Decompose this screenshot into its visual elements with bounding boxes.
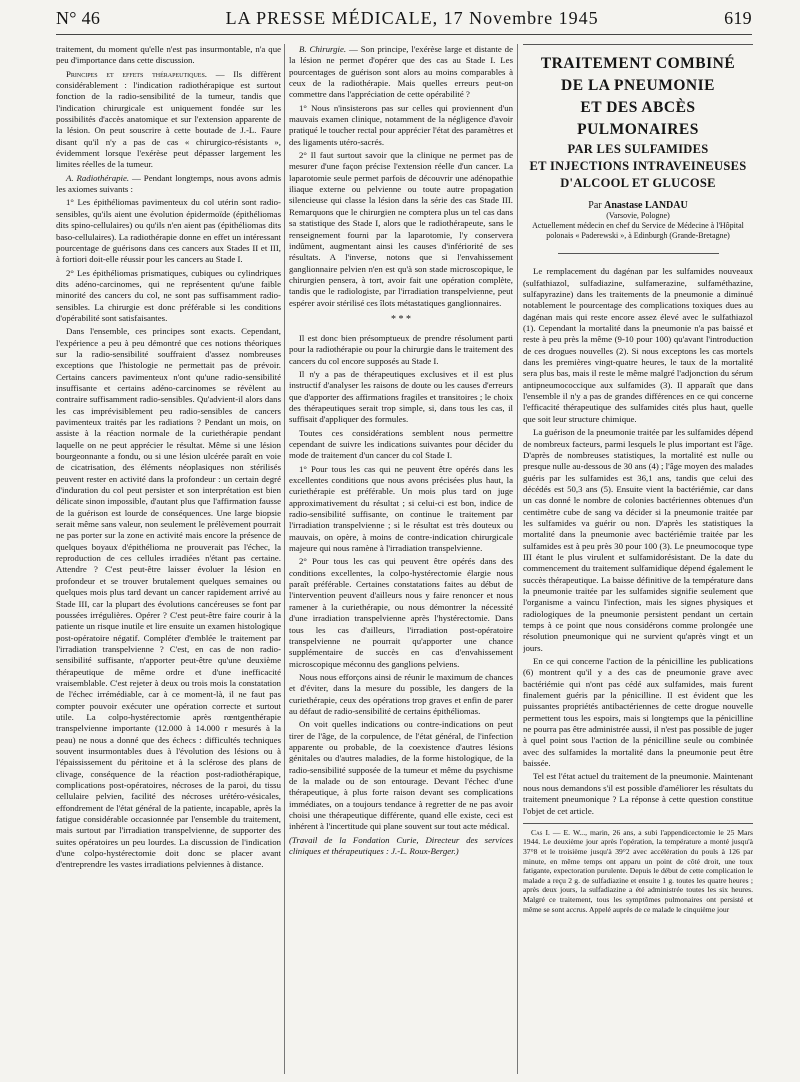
article-subtitle-line-1: PAR LES SULFAMIDES [567, 142, 709, 156]
section-heading-surgery: B. Chirurgie. [299, 44, 347, 54]
paragraph-intro-4: Tel est l'état actuel du traitement de la pneumonie. Maintenant nous nous demandons s'il est possible d'améliorer les résultats du traitement pneumonique ? La réponse à cette question constitue l'objet de cet article. [523, 771, 753, 816]
issue-number: N° 46 [56, 8, 101, 28]
column-right [523, 44, 753, 1074]
section-heading-principles: Principes et effets thérapeutiques. [66, 68, 208, 79]
paragraph-radiotherapy: A. Radiothérapie. — Pendant longtemps, nous avons admis les axiomes suivants : [56, 172, 281, 195]
paragraph-conclusion-2: Il n'y a pas de thérapeutiques exclusives et il est plus instructif d'analyser les raisons de doute ou les causes d'erreurs que d'apporter des affirmations fragiles et transitoires ; le choix des thérapeutiques serait trop simple, si, dans tous les cas, il suffisait d'appliquer des formules. [289, 368, 513, 425]
paragraph-surgery: B. Chirurgie. — Son principe, l'exérèse large et distante de la lésion ne permet d'opérer que des cas au Stade I. Les pourcentages de guérison sont alors au moins comparables à ceux de la radiothérapie. Mais quelles erreurs peut-on commettre dans l'appréciation de cette opérabilité ? [289, 44, 513, 100]
author-name: Anastase LANDAU [604, 200, 688, 211]
article-title-line-1: TRAITEMENT COMBINÉ [540, 55, 736, 72]
credit-line: (Travail de la Fondation Curie, Directeur des services cliniques et thérapeutiques : J.-L. Roux-Berger.) [289, 834, 513, 857]
paragraph-indication-2: 2° Pour tous les cas qui peuvent être opérés dans des conditions excellentes, la colpo-hystérectomie élargie nous paraît préférable. Certaines constatations faites au début de l'intervention peuvent d'ailleurs nous y faire renoncer et nous ramener à la curiethérapie, ou nous démontrer la nécessité d'une irradiation transpelvienne après l'hystérectomie. Dans tous les cas d'ailleurs, l'irradiation post-opératoire transpelvienne ne pourrait qu'apporter une chance supplémentaire de succès en cas d'envahissement microscopique méconnu des ganglions pelviens. [289, 556, 513, 669]
paragraph-surgery-1: 1° Nous n'insisterons pas sur celles qui proviennent d'un mauvais examen clinique, notamment de la négligence d'avoir pratiqué le toucher rectal pour apprécier l'état des paramètres et des ligaments utéro-sacrés. [289, 102, 513, 147]
paragraph-intro-1: Le remplacement du dagénan par les sulfamides nouveaux (sulfathiazol, sulfadiazine, sulfamerazine, sulfaméthazine, sulfapyrazine) dans les traitements de la pneumonie a diminué notablement le pourcentage des complications toxiques dues au dagénan mais qui reste encore assez élevé avec le sulfathiazol (1). Cependant la mortalité dans la pneumonie n'a pas baissé et reste à peu près la même (9-10 pour 100) qu'avant l'introduction de ces drogues nouvelles (2). Si nous exceptons les cas mortels dans les premières vingt-quatre heures, le taux de la mortalité sera plus bas, mais il reste le même malgré l'adjonction du sérum antipneumococcique aux sulfamides (3). Il apparaît que dans l'ensemble il n'y a pas de grandes différences en ce qui concerne l'efficacité thérapeutique des sulfamides cités plus haut, quelle que soit leur structure chimique. [523, 266, 753, 424]
case-paragraph: Cas I. — E. W..., marin, 26 ans, a subi l'appendicectomie le 25 Mars 1944. Le deuxième jour après l'opération, la température a monté jusqu'à 37°8 et le troisième jusqu'à 39°2 avec accélération du pouls à 126 par minute, en même temps ont apparu un point de côté droit, une toux fatigante, expectoration purulente. Depuis le début de cette complication le malade a reçu 2 g. de sulfadiazine et ensuite 1 g. toutes les quatre heures ; après deux jours, la sulfadiazine a été administrée toutes les six heures. Malgré ce traitement, tous les symptômes pulmonaires ont persisté et même se sont accrus. Appelé auprès de ce malade le cinquième jour [523, 827, 753, 914]
paragraph-intro-2: La guérison de la pneumonie traitée par les sulfamides dépend de nombreux facteurs, parmi lesquels le plus important est l'âge. D'après de nombreuses statistiques, la mortalité est nulle ou presque nulle au-dessous de 30 ans (4) ; l'âge moyen des malades guéris par les sulfamides est 36,1 ans, tandis que celui des décédés est 50,3 ans (5). Ensuite vient la bactériémie, car dans un cas donné le nombre de colonies bactériennes obtenues d'un centimètre cube de sang va décider si la pneumonie traitée par les sulfamides va guérir ou non. D'après les statistiques la mortalité dans la pneumonie avec bactériémie traitée par les sulfamides est à peu près 30 pour 100 (3). Le pneumocoque type III étant le plus virulent et sulfamidorésistant. De la date du commencement du traitement sulfamidique dépend également le succès thérapeutique. La baisse définitive de la température dans la pneumonie traitée par les sulfamides signifie seulement que l'organisme a vaincu l'infection, mais les signes physiques et radiologiques de la pneumonie persistent pendant un certain temps à ce point que nous considérons comme prolongée une résolution pneumonique qui ne survient qu'après vingt et un jours. [523, 427, 753, 653]
column-rule-right [517, 44, 518, 1074]
paragraph-indication-3: Nous nous efforçons ainsi de réunir le maximum de chances et d'éviter, dans la mesure du possible, les dangers de la curiethérapie, ceux des opérations trop graves et enfin de parer au défaut de radio-sensibilité de certains épithéliomas. [289, 671, 513, 716]
author-place: (Varsovie, Pologne) [606, 211, 670, 221]
paragraph-indication-4: On voit quelles indications ou contre-indications on peut tirer de l'âge, de la corpulence, de l'état général, de l'infection apparente ou probable, de la coexistence d'autres lésions génitales ou d'autres maladies, de la forme histologique, de la radio-sensibilité supposée de la tumeur et même du psychisme de la malade ou de son entourage. Devant l'échec d'une thérapeutique, à plus forte raison devant ses complications immédiates, on a toujours tendance à regretter de ne pas avoir choisi une thérapeutique différente, quand elle existe, ceci est inhérent à l'incertitude qui plane souvent sur tout acte médical. [289, 719, 513, 832]
article-subtitle-line-3: D'ALCOOL ET GLUCOSE [560, 176, 716, 190]
title-rule [558, 253, 719, 254]
paragraph-discussion: Dans l'ensemble, ces principes sont exacts. Cependant, l'expérience a peu à peu démontré que ces notions théoriques sur la radio-sensibilité souffraient d'assez nombreuses exceptions que l'histologie ne permettait pas de prévoir. Certains cancers pavimenteux n'ont qu'une radio-sensibilité insuffisante et certains adéno-carcinomes se révèlent au contraire suffisamment radio-sensibles. Qu'advient-il alors dans les cas imprévisiblement peu radio-sensibles de cancers pavimenteux traités par les radiations ? Pendant un mois, on assiste à la réaction normale de la curiethérapie pendant laquelle on ne peut apprécier le résultat. Même si une lésion bourgeonnante a fondu, ou si une lésion ulcérée paraît en voie de cicatrisation, des éléments néoplasiques non stérilisés peuvent rester en activité dans la profondeur : un certain degré d'induration du col peut persister et son interprétation est bien délicate sinon impossible, d'autant plus que l'affirmation fausse de la guérison est lourde de conséquences. Une large biopsie serait même sans valeur, non seulement le prélèvement pourrait ne pas porter sur la zone en activité mais encore la présence de quelques boyaux d'épithélioma ne prouverait pas l'échec, la reproduction de ces cellules irradiées n'étant pas certaine. Attendre ? C'est peut-être laisser évoluer la lésion en profondeur et se trouver brutalement quelques semaines ou quelques mois plus tard devant un cancer rapidement arrivé au Stade III, car la plupart des évolutions cancéreuses se font par poussées irrégulières. Opérer ? C'est peut-être faire courir à la patiente un risque inutile et lire ensuite un examen histologique post-opératoire négatif. Compléter d'emblée le traitement par l'irradiation transpelvienne ? C'est, en cas de non radio-sensibilité suffisante, n'apporter peut-être qu'une deuxième thérapeutique de même ordre et d'une inefficacité vraisemblable. C'est rejeter à deux ou trois mois la constatation de l'échec irrémédiable, car à ce moment-là, il ne faut pas compter pouvoir exécuter une opération correcte et surtout utile. La colpo-hystérectomie après rœntgenthérapie transpelvienne importante (12.000 à 14.000 r mesurés à la peau) ne nous a donné que des échecs : difficultés techniques souvent insurmontables dues à l'évolution des lésions ou à l'épaississement du péritoine et à la sclérose des plans de clivage, conséquence de la réaction post-radiothérapique, complications post-opératoires, nécroses de la paroi, du tissu cellulaire pelvien, facilité des nécroses urétéro-vésicales, effondrement de l'état général de la patiente, incapable, après la fatigue considérable occasionnée par l'ensemble du traitement, mais surtout par l'irradiation transpelvienne, de supporter des suites opératoires un peu lourdes. La discussion de l'indication d'une colpo-hystérectomie doit donc se placer avant d'entreprendre les vastes irradiations pelviennes à distance. [56, 326, 281, 870]
page-number: 619 [724, 8, 752, 28]
paragraph-axiom-2: 2° Les épithéliomas prismatiques, cubiques ou cylindriques dits adéno-carcinomes, qui ne représentent qu'une faible minorité des cancers du col, ne sont pas suffisamment radio-sensibles. La chirurgie est donc préférable si les conditions d'opérabilité sont satisfaisantes. [56, 267, 281, 323]
paragraph-conclusion-1: Il est donc bien présomptueux de prendre résolument parti pour la radiothérapie ou pour la chirurgie dans le traitement des cancers du col encore supposés au Stade I. [289, 332, 513, 366]
paragraph-intro-3: En ce qui concerne l'action de la pénicilline les publications (6) montrent qu'il y a des cas de pneumonie grave avec bactériémie qui n'ont pas cédé aux sulfamides, mais furent finalement guéris par la pénicilline. Il est évident que les puissantes propriétés antibactériennes de cette drogue nouvelle permettent tous les espoirs, mais si longtemps que la pénicilline ne pourra pas être administrée aussi, il n'est pas possible de juger à quel point sous l'action de la pénicilline seule ou combinée avec des sulfamides la mortalité dans la pneumonie peut être baissée. [523, 656, 753, 769]
paragraph-principles: Principes et effets thérapeutiques. — Ils diffèrent considérablement : l'indication radiothérapique est surtout fonction de la radio-sensibilité de la tumeur, tandis que l'indication chirurgicale est uniquement fondée sur les possibilités d'accès anatomique et sur l'extension apparente de la lésion. On peut souscrire à cette boutade de J.-L. Faure disant qu'il n'y a pas de cas « chirurgico-résistants », évidemment lorsque l'exérèse peut dépasser largement les limites réelles de la tumeur. [56, 68, 281, 170]
article-title-line-2: DE LA PNEUMONIE [561, 77, 715, 94]
author-line: Par Anastase LANDAU [588, 200, 688, 211]
article-top-rule [523, 44, 753, 45]
article-subtitle-line-2: ET INJECTIONS INTRAVEINEUSES [529, 159, 747, 173]
author-affiliation: Actuellement médecin en chef du Service de Médecine à l'Hôpital polonais « Paderewski », à Edinburgh (Grande-Bretagne) [532, 221, 744, 241]
case-heading: Cas I. [531, 827, 550, 837]
paragraph-surgery-2: 2° Il faut surtout savoir que la clinique ne permet pas de mesurer d'une façon précise l'extension réelle d'un cancer. La laparotomie seule permet parfois de découvrir une adénopathie iliaque externe ou pelvienne ou toute autre propagation silencieuse qui classe la lésion dans la série des cas Stade III. Remarquons que le chirurgien ne comptera plus un tel cas dans sa statistique des Stade I, alors que le radiothérapeute, sans le renseignement fourni par la laparotomie, l'y conservera indûment, augmentant ainsi les causes d'infériorité de ses résultats. A l'inverse, notons que si l'envahissement ganglionnaire pelvien n'en est qu'à son stade microscopique, le chirurgien pensera, à tort, avoir fait une opération complète, tandis que le radiologiste, par l'irradiation transpelvienne, peut espérer avoir stérilisé ces îlots métastatiques ganglionnaires. [289, 150, 513, 308]
page-header [56, 8, 752, 35]
section-separator: * * * [391, 313, 411, 325]
paragraph-axiom-1: 1° Les épithéliomas pavimenteux du col utérin sont radio-sensibles, qu'ils aient une évolution épidermoïde (épithéliomas dits spino-cellulaires) ou qu'ils n'en aient pas (épithéliomas dits baso-cellulaires). La radiothérapie donne en effet un intéressant pourcentage de guérisons dans ces cancers aux Stades II et III, à fortiori doit-elle réussir pour les cancers au Stade I. [56, 197, 281, 265]
column-middle [289, 44, 513, 1074]
case-report [523, 823, 753, 914]
column-left [56, 44, 281, 1074]
journal-title: LA PRESSE MÉDICALE, 17 Novembre 1945 [225, 8, 599, 28]
paragraph-conclusion-3: Toutes ces considérations semblent nous permettre cependant de suivre les indications suivantes pour décider du mode de traitement d'un cancer du col Stade I. [289, 427, 513, 461]
section-heading-radiotherapy: A. Radiothérapie. [66, 172, 130, 183]
column-rule-left [284, 44, 285, 1074]
paragraph-indication-1: 1° Pour tous les cas qui ne peuvent être opérés dans les excellentes conditions que nous avons précisées plus haut, la curiethérapie est préférable. Un mois plus tard on juge approximativement du résultat ; si celui-ci est bon, indice de radio-sensibilité suffisante, on continue le traitement par l'irradiation transpelvienne ; si le résultat est très douteux ou mauvais, on opère, à moins de contre-indication chirurgicale majeure qui nous ramène à l'irradiation transpelvienne. [289, 463, 513, 554]
article-title-line-3: ET DES ABCÈS PULMONAIRES [577, 99, 699, 138]
paragraph-continued: traitement, du moment qu'elle n'est pas insurmontable, n'a que peu d'importance dans cette discussion. [56, 44, 281, 66]
